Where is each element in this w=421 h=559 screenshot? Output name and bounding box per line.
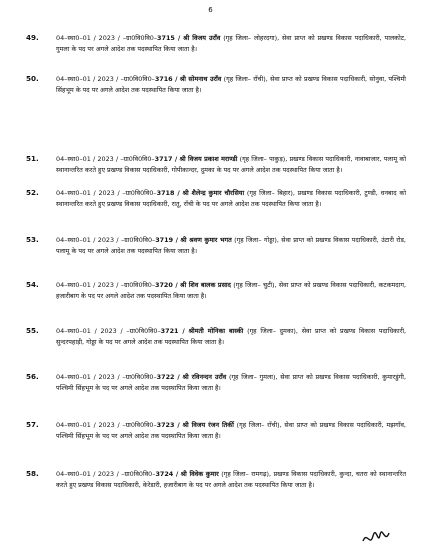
entry-text [56,74,406,96]
memo-number: 3715 / [157,34,181,42]
posting-details: (गृह जिला– गोड्डा), सेवा प्राप्त को प्रखण्ड विकास पदाधिकारी, उंटारी रोड, पलामू के पद पर अगले आदेश तक पदस्थापित किया जाता है। [56,236,406,256]
officer-name: श्रीमती मोनिका बास्की [188,327,244,335]
posting-details: (गृह जिला– दुमका), सेवा प्राप्त को प्रखण्ड विकास पदाधिकारी, सुन्दरपहाड़ी, गोड्डा के पद पर अगले आदेश तक पदस्थापित किया जाता है। [56,327,406,347]
entry-number: 52. [26,188,39,197]
signature-mark [361,527,391,549]
memo-ref: 04–स्था0–01 / 2023 / –ग्रा0वि0वि0– [56,421,157,429]
memo-number: 3724 / [155,470,179,478]
officer-name: श्री सोमनाथ उराँव [179,75,222,83]
entry-number: 56. [26,372,39,381]
entry-text [56,372,406,394]
entry-text [56,469,406,491]
memo-number: 3720 / [155,281,178,289]
officer-name: श्री श्रवण कुमार भगत [180,236,232,244]
memo-number: 3717 / [154,155,178,163]
officer-name: श्री विजय रंजन तिर्की [182,421,234,429]
entry-number: 51. [26,154,39,163]
posting-details: (गृह जिला– राँची), सेवा प्राप्त को प्रखण्ड विकास पदाधिकारी, सोनुवा, पश्चिमी सिंहभूम के पद पर अगले आदेश तक पदस्थापित किया जाता है। [56,75,406,95]
memo-ref: 04–स्था0–01 / 2023 / –ग्रा0वि0वि0– [56,34,158,42]
posting-details: (गृह जिला– राँची), सेवा प्राप्त को प्रखण्ड विकास पदाधिकारी, मझगाँव, पश्चिमी सिंहभूम के पद पर अगले आदेश तक पदस्थापित किया जाता है। [56,421,406,441]
memo-number: 3718 / [156,189,180,197]
memo-ref: 04–स्था0–01 / 2023 / –ग्रा0वि0वि0– [56,470,156,478]
entry-text [56,280,406,302]
entry-text [56,235,406,257]
entry-number: 50. [26,74,39,83]
entry-number: 53. [26,235,39,244]
entry-number: 55. [26,326,39,335]
posting-details: (गृह जिला– लोहरदगा), सेवा प्राप्त को प्रखण्ड विकास पदाधिकारी, पालकोट, गुमला के पद पर अगले आदेश तक पदस्थापित किया जाता है। [56,34,406,54]
entry-number: 54. [26,280,39,289]
officer-name: श्री रविनन्दन उराँव [182,373,227,381]
memo-ref: 04–स्था0–01 / 2023 / –ग्रा0वि0वि0– [56,327,161,335]
memo-number: 3721 / [160,327,185,335]
memo-number: 3722 / [156,373,180,381]
posting-details: (गृह जिला– चुटी), सेवा प्राप्त को प्रखण्ड विकास पदाधिकारी, कटकमदाग, हजारीबाग के पद पर अगले आदेश तक पदस्थापित किया जाता है। [56,281,406,301]
memo-ref: 04–स्था0–01 / 2023 / –ग्रा0वि0वि0– [56,236,156,244]
entry-text [56,154,406,176]
officer-name: श्री शिव बालक प्रसाद [180,281,231,289]
posting-details: (गृह जिला– गुमला), सेवा प्राप्त को प्रखण्ड विकास पदाधिकारी, कुमारडुंगी, पश्चिमी सिंहभूम के पद पर अगले आदेश तक पदस्थापित किया जाता है। [56,373,406,393]
officer-name: श्री विजय उराँव [183,34,221,42]
memo-ref: 04–स्था0–01 / 2023 / –ग्रा0वि0वि0– [56,189,157,197]
officer-name: श्री विवेक कुमार [180,470,219,478]
officer-name: श्री शैलेन्द्र कुमार चौरसिया [182,189,245,197]
entry-text [56,326,406,348]
memo-ref: 04–स्था0–01 / 2023 / –ग्रा0वि0वि0– [56,75,155,83]
memo-ref: 04–स्था0–01 / 2023 / –ग्रा0वि0वि0– [56,155,155,163]
memo-ref: 04–स्था0–01 / 2023 / –ग्रा0वि0वि0– [56,281,156,289]
entry-text [56,420,406,442]
entry-text [56,188,406,210]
entry-number: 49. [26,33,39,42]
posting-details: (गृह जिला– बिहार), प्रखण्ड विकास पदाधिकारी, टुण्डी, धनबाद को स्थानान्तरित करते हुए प्रखण्ड विकास पदाधिकारी, रातू, राँची के पद पर अगले आदेश तक पदस्थापित किया जाता है। [56,189,406,209]
memo-number: 3719 / [155,236,178,244]
entry-number: 58. [26,469,39,478]
posting-details: (गृह जिला– पाकुड़), प्रखण्ड विकास पदाधिकारी, नावाबाजार, पलामू को स्थानान्तरित करते हुए प्रखण्ड विकास पदाधिकारी, गोपीकान्दर, दुमका के पद पर अगले आदेश तक पदस्थापित किया जाता है। [56,155,406,175]
posting-details: (गृह जिला– रामगढ़), प्रखण्ड विकास पदाधिकारी, कुन्दा, चतरा को स्थानान्तरित करते हुए प्रखण्ड विकास पदाधिकारी, केरेडारी, हजारीबाग के पद पर अगले आदेश तक पदस्थापित किया जाता है। [56,470,406,490]
memo-ref: 04–स्था0–01 / 2023 / –ग्रा0वि0वि0– [56,373,157,381]
page-number: 6 [208,6,213,14]
memo-number: 3723 / [156,421,180,429]
entry-number: 57. [26,420,39,429]
officer-name: श्री विजय प्रकाश मराण्डी [179,155,238,163]
entry-text [56,33,406,55]
memo-number: 3716 / [154,75,178,83]
